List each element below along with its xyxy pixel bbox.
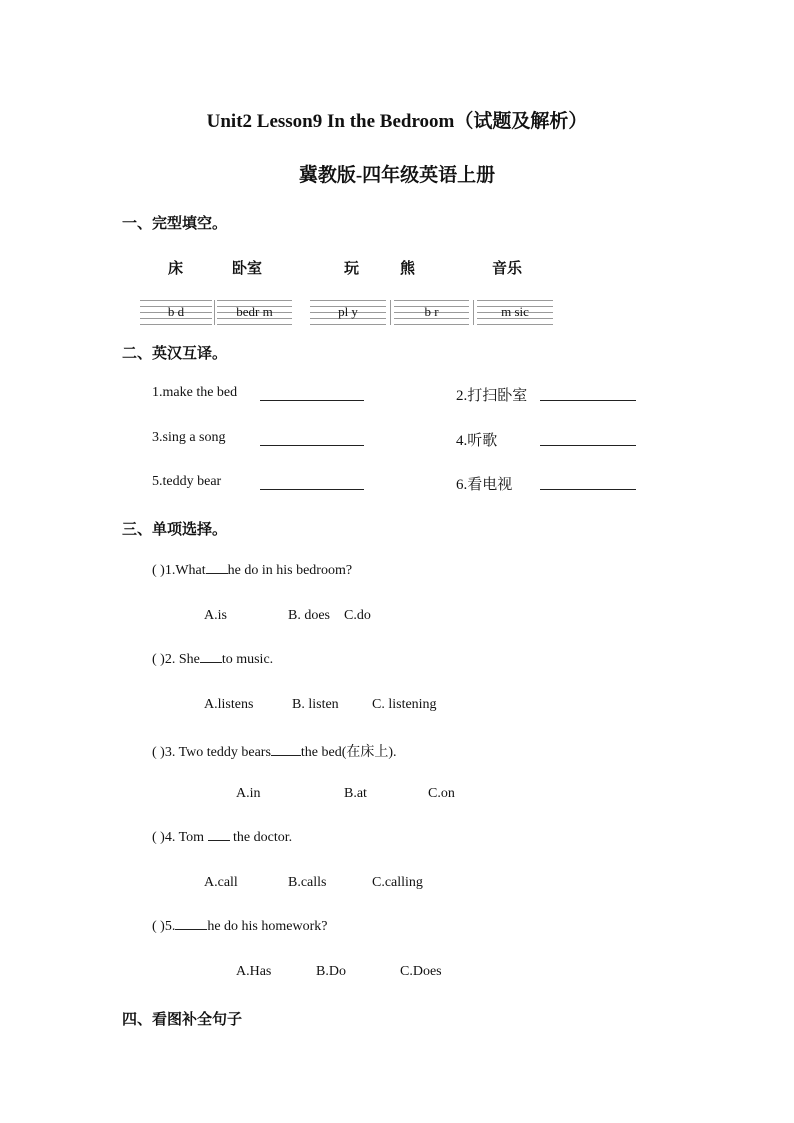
question-1-blank[interactable] [206, 572, 228, 574]
question-2-prefix: ( )2. She [152, 652, 200, 667]
answer-blank-3[interactable] [260, 445, 364, 446]
translate-item-3: 3.sing a song [152, 430, 226, 445]
word-pattern-bear: b r [424, 304, 439, 319]
word-cn-bed: 床 [168, 261, 184, 277]
q1-option-c[interactable]: C.do [344, 608, 371, 623]
question-5-suffix: he do his homework? [207, 919, 328, 934]
question-5-prefix: ( )5. [152, 919, 176, 934]
word-pattern-bed: b d [167, 304, 185, 319]
answer-blank-6[interactable] [540, 489, 636, 490]
question-4-blank[interactable] [208, 839, 230, 841]
answer-blank-4[interactable] [540, 445, 636, 446]
word-pattern-music: m sic [501, 304, 529, 319]
grid-divider [473, 300, 474, 325]
word-pattern-bedroom: bedr m [236, 304, 273, 319]
question-3-blank[interactable] [271, 754, 301, 756]
document-subtitle: 冀教版-四年级英语上册 [298, 165, 496, 186]
writing-grid-bear[interactable] [394, 300, 469, 325]
answer-blank-5[interactable] [260, 489, 364, 490]
question-3-suffix: the bed(在床上). [300, 745, 397, 760]
q3-option-a[interactable]: A.in [236, 786, 261, 801]
question-1 [152, 563, 352, 579]
question-4-suffix: the doctor. [229, 830, 293, 845]
q4-option-b[interactable]: B.calls [288, 875, 327, 890]
word-pattern-play: pl y [338, 304, 358, 319]
word-cn-play: 玩 [344, 261, 360, 277]
q2-option-a[interactable]: A.listens [204, 697, 254, 712]
section-1-heading: 一、完型填空。 [122, 216, 228, 232]
question-4-prefix: ( )4. Tom [152, 830, 205, 845]
q1-option-b[interactable]: B. does [288, 608, 330, 623]
question-3 [152, 741, 397, 761]
question-2-suffix: to music. [221, 652, 274, 667]
answer-blank-1[interactable] [260, 400, 364, 401]
q5-option-c[interactable]: C.Does [400, 964, 442, 979]
question-5-blank[interactable] [175, 928, 207, 930]
question-2 [152, 652, 273, 668]
q4-option-a[interactable]: A.call [204, 875, 238, 890]
writing-grid-play[interactable] [310, 300, 386, 325]
word-cn-bear: 熊 [400, 261, 416, 277]
q4-option-c[interactable]: C.calling [372, 875, 423, 890]
q3-option-b[interactable]: B.at [344, 786, 367, 801]
q1-option-a[interactable]: A.is [204, 608, 227, 623]
section-3-heading: 三、单项选择。 [122, 522, 228, 538]
translate-item-4: 4.听歌 [456, 433, 498, 449]
section-2-heading: 二、英汉互译。 [122, 346, 228, 362]
question-2-blank[interactable] [200, 661, 222, 663]
answer-blank-2[interactable] [540, 400, 636, 401]
question-3-prefix: ( )3. Two teddy bears [152, 745, 271, 760]
word-cn-bedroom: 卧室 [232, 261, 263, 277]
writing-grid-bed[interactable] [140, 300, 212, 325]
grid-divider [390, 300, 391, 325]
q2-option-c[interactable]: C. listening [372, 697, 437, 712]
translate-item-5: 5.teddy bear [152, 474, 222, 489]
translate-item-6: 6.看电视 [456, 477, 513, 493]
question-5 [152, 919, 327, 935]
section-4-heading: 四、看图补全句子 [122, 1012, 243, 1028]
question-4 [152, 830, 292, 846]
word-cn-music: 音乐 [492, 261, 523, 277]
q5-option-b[interactable]: B.Do [316, 964, 346, 979]
translate-item-2: 2.打扫卧室 [456, 388, 528, 404]
writing-grid-bedroom[interactable] [217, 300, 292, 325]
grid-divider [214, 300, 215, 325]
translate-item-1: 1.make the bed [152, 385, 238, 400]
document-title: Unit2 Lesson9 In the Bedroom（试题及解析） [206, 111, 588, 132]
question-1-suffix: he do in his bedroom? [227, 563, 353, 578]
q2-option-b[interactable]: B. listen [292, 697, 339, 712]
writing-grid-music[interactable] [477, 300, 553, 325]
question-1-prefix: ( )1.What [152, 563, 206, 578]
q3-option-c[interactable]: C.on [428, 786, 455, 801]
q5-option-a[interactable]: A.Has [236, 964, 272, 979]
